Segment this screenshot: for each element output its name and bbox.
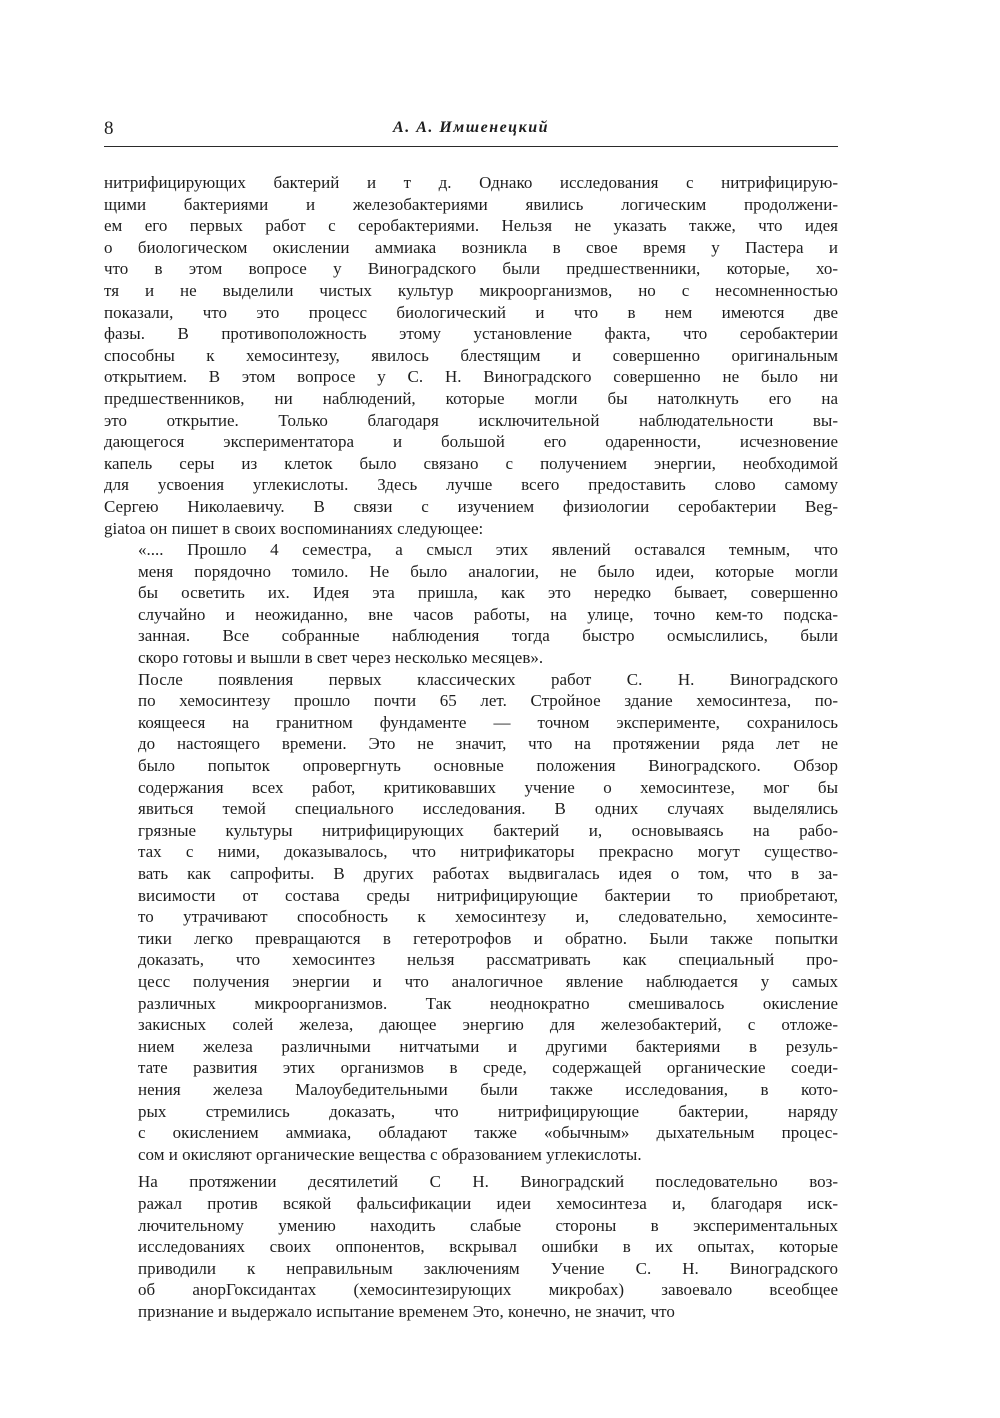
text-line: фазы. В противоположность этому установление факта, что серобактерии	[104, 324, 838, 344]
text-line: giatoa он пишет в своих воспоминаниях следующее:	[104, 518, 484, 538]
text-line: «.... Прошло 4 семестра, а смысл этих явлений оставался темным, что	[138, 540, 838, 560]
text-line: лючительному умению находить слабые стороны в экспериментальных	[138, 1215, 838, 1235]
running-title: А. А. Имшенецкий	[393, 119, 549, 136]
text-line: ем его первых работ с серобактериями. Нельзя не указать также, что идея	[104, 216, 838, 236]
page-number: 8	[104, 118, 114, 139]
text-line: признание и выдержало испытание временем Это, конечно, не значит, что	[138, 1301, 675, 1321]
text-line: способны к хемосинтезу, явилось блестящим и совершенно оригинальным	[104, 345, 838, 365]
text-line: исследованиях своих оппонентов, вскрывал ошибки в их опытах, которые	[138, 1237, 838, 1257]
body-text	[104, 172, 838, 1322]
header-rule	[104, 146, 838, 147]
text-line: сом и окисляют органические вещества с образованием углекислоты.	[138, 1144, 642, 1164]
text-line: до настоящего времени. Это не значит, что на протяжении ряда лет не	[138, 734, 838, 754]
text-line: о биологическом окислении аммиака возникла в свое время у Пастера и	[104, 237, 838, 257]
text-line: ражал против всякой фальсификации идеи хемосинтеза и, благодаря иск-	[138, 1193, 838, 1213]
text-line: закисных солей железа, дающее энергию для железобактерий, с отложе-	[138, 1015, 838, 1035]
paragraph	[104, 172, 838, 539]
text-line: предшественников, ни наблюдений, которые могли бы натолкнуть его на	[104, 388, 838, 408]
text-line: Сергею Николаевичу. В связи с изучением физиологии серобактерии Beg-	[104, 496, 838, 516]
text-line: это открытие. Только благодаря исключительной наблюдательности вы-	[104, 410, 838, 430]
text-line: было попыток опровергнуть основные положения Виноградского. Обзор	[138, 756, 838, 776]
text-line: тате развития этих организмов в среде, содержащей органические соеди-	[138, 1058, 838, 1078]
text-line: доказать, что хемосинтез нельзя рассматривать как специальный про-	[138, 950, 838, 970]
text-line: содержания всех работ, критиковавших учение о хемосинтезе, мог бы	[138, 777, 838, 797]
text-line: открытием. В этом вопросе у С. Н. Виноградского совершенно не было ни	[104, 367, 838, 387]
text-line: коящееся на гранитном фундаменте — точном эксперименте, сохранилось	[138, 712, 838, 732]
text-line: щими бактериями и железобактериями явились логическим продолжени-	[104, 194, 838, 214]
text-line: капель серы из клеток было связано с получением энергии, необходимой	[104, 453, 838, 473]
text-line: случайно и неожиданно, вне часов работы, на улице, точно кем-то подска-	[138, 604, 838, 624]
running-head	[104, 110, 838, 144]
text-line: тики легко превращаются в гетеротрофов и обратно. Были также попытки	[138, 928, 838, 948]
text-line: что в этом вопросе у Виноградского были предшественники, которые, хо-	[104, 259, 838, 279]
text-line: нитрифицирующих бактерий и т д. Однако исследования с нитрифицирую-	[104, 173, 838, 192]
text-line: висимости от состава среды нитрифицирующие бактерии то приобретают,	[138, 885, 838, 905]
text-line: цесс получения энергии и что аналогичное явление наблюдается у самых	[138, 971, 838, 991]
text-line: явиться темой специального исследования. В одних случаях выделялись	[138, 799, 838, 819]
document-page	[104, 110, 838, 1322]
text-line: приводили к неправильным заключениям Учение С. Н. Виноградского	[138, 1258, 838, 1278]
text-line: занная. Все собранные наблюдения тогда быстро осмыслились, были	[138, 626, 838, 646]
text-line: На протяжении десятилетий С Н. Виноградский последовательно воз-	[138, 1172, 838, 1192]
text-line: вать как сапрофиты. В других работах выдвигалась идея о том, что в за-	[138, 864, 838, 883]
text-line: показали, что это процесс биологический и что в нем имеются две	[104, 302, 838, 322]
paragraph	[104, 1171, 838, 1322]
text-line: меня порядочно томило. Не было аналогии, не было идеи, которые могли	[138, 561, 838, 581]
quotation-paragraph	[104, 539, 838, 669]
text-line: нием железа различными нитчатыми и другими бактериями в резуль-	[138, 1036, 838, 1056]
text-line: скоро готовы и вышли в свет через несколько месяцев».	[138, 648, 544, 668]
text-line: для усвоения углекислоты. Здесь лучше всего предоставить слово самому	[104, 475, 838, 495]
text-line: нения железа Малоубедительными были также исследования, в кото-	[138, 1079, 838, 1099]
text-line: После появления первых классических работ С. Н. Виноградского	[138, 669, 838, 689]
text-line: бы осветить их. Идея эта пришла, как это нередко бывает, совершенно	[138, 583, 838, 603]
text-line: рых стремились доказать, что нитрифицирующие бактерии, наряду	[138, 1101, 838, 1121]
text-line: дающегося экспериментатора и большой его одаренности, исчезновение	[104, 432, 838, 452]
text-line: то утрачивают способность к хемосинтезу и, следовательно, хемосинте-	[138, 907, 838, 927]
text-line: по хемосинтезу прошло почти 65 лет. Стройное здание хемосинтеза, по-	[138, 691, 838, 711]
text-line: с окислением аммиака, обладают также «обычным» дыхательным процес-	[138, 1123, 838, 1143]
text-line: тя и не выделили чистых культур микроорганизмов, но с несомненностью	[104, 280, 838, 300]
text-line: различных микроорганизмов. Так неоднократно смешивалось окисление	[138, 993, 838, 1013]
text-line: грязные культуры нитрифицирующих бактерий и, основываясь на рабо-	[138, 820, 838, 840]
paragraph	[104, 669, 838, 1166]
text-line: тах с ними, доказывалось, что нитрификаторы прекрасно могут существо-	[138, 842, 838, 862]
text-line: об анорГоксидантах (хемосинтезирующих микробах) завоевало всеобщее	[138, 1280, 838, 1300]
